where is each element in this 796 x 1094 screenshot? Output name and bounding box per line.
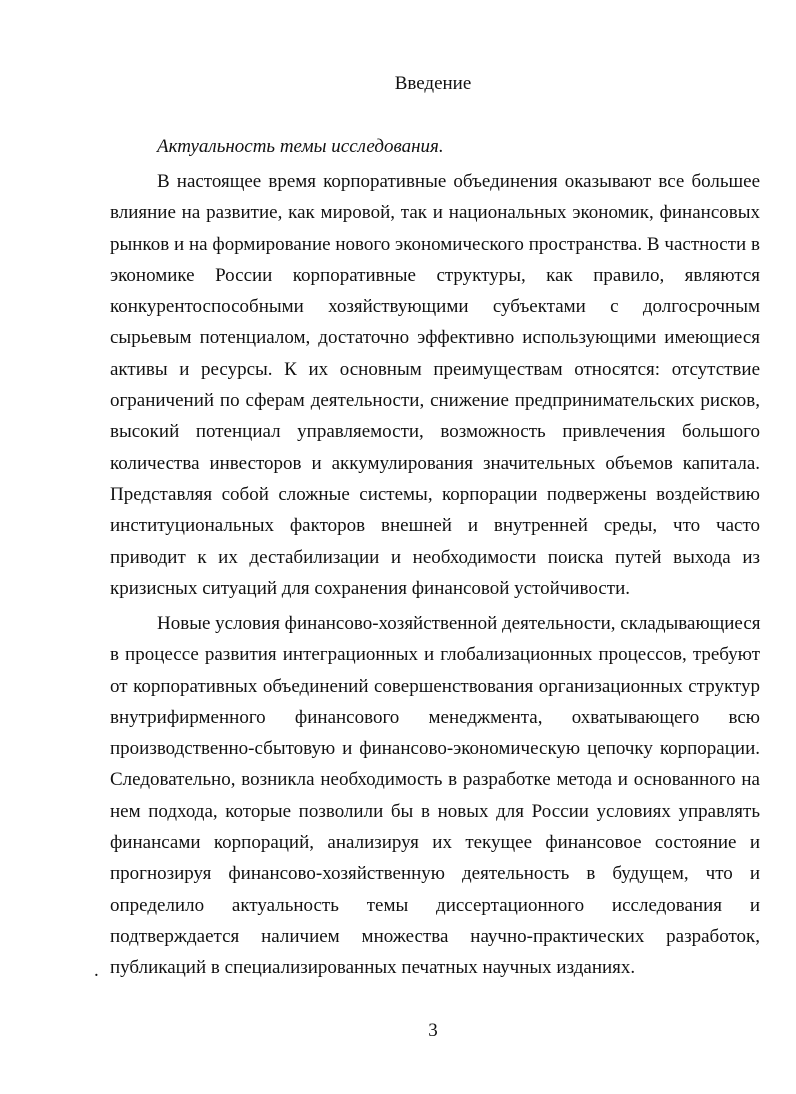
text-line: Следовательно, возникла необходимость в разработке метода и основанного на — [110, 769, 760, 791]
text-line: прогнозируя финансово-хозяйственную деятельность в будущем, что и — [110, 863, 760, 885]
page-title: Введение — [394, 73, 472, 94]
text-line: высокий потенциал управляемости, возможность привлечения большого — [110, 421, 760, 443]
section-subheading: Актуальность темы исследования. — [157, 136, 444, 157]
page-number: 3 — [428, 1020, 438, 1041]
text-line: институциональных факторов внешней и внутренней среды, что часто — [110, 515, 760, 537]
text-line: подтверждается наличием множества научно-практических разработок, — [110, 925, 760, 947]
scan-speck: . — [94, 960, 99, 981]
text-line: экономике России корпоративные структуры, как правило, являются — [110, 264, 760, 286]
text-line: внутрифирменного финансового менеджмента, охватывающего всю — [110, 706, 760, 728]
text-line: производственно-сбытовую и финансово-экономическую цепочку корпорации. — [110, 738, 760, 760]
text-line: влияние на развитие, как мировой, так и национальных экономик, финансовых — [110, 202, 760, 224]
text-line: приводит к их дестабилизации и необходимости поиска путей выхода из — [110, 546, 760, 568]
text-line: конкурентоспособными хозяйствующими субъектами с долгосрочным — [110, 296, 760, 318]
text-line: от корпоративных объединений совершенствования организационных структур — [110, 675, 760, 697]
text-line: сырьевым потенциалом, достаточно эффективно использующими имеющиеся — [110, 327, 760, 349]
text-line: количества инвесторов и аккумулирования значительных объемов капитала. — [110, 452, 760, 474]
text-line: В настоящее время корпоративные объединения оказывают все большее — [157, 171, 760, 192]
paragraph-1 — [110, 166, 760, 604]
text-line: ограничений по сферам деятельности, снижение предпринимательских рисков, — [110, 390, 760, 412]
text-line: Новые условия финансово-хозяйственной деятельности, складывающиеся — [157, 613, 761, 634]
text-line: активы и ресурсы. К их основным преимуществам относятся: отсутствие — [110, 358, 760, 380]
text-line: в процессе развития интеграционных и глобализационных процессов, требуют — [110, 644, 760, 666]
text-line: определило актуальность темы диссертационного исследования и — [110, 894, 760, 916]
paragraph-2 — [110, 608, 760, 984]
text-line: нем подхода, которые позволили бы в новых для России условиях управлять — [110, 800, 760, 822]
text-line: публикаций в специализированных печатных научных изданиях. — [110, 957, 636, 979]
text-line: финансами корпораций, анализируя их текущее финансовое состояние и — [110, 832, 760, 854]
text-line: рынков и на формирование нового экономического пространства. В частности в — [110, 233, 760, 255]
text-line: Представляя собой сложные системы, корпорации подвержены воздействию — [110, 483, 760, 505]
text-line: кризисных ситуаций для сохранения финансовой устойчивости. — [110, 577, 631, 599]
